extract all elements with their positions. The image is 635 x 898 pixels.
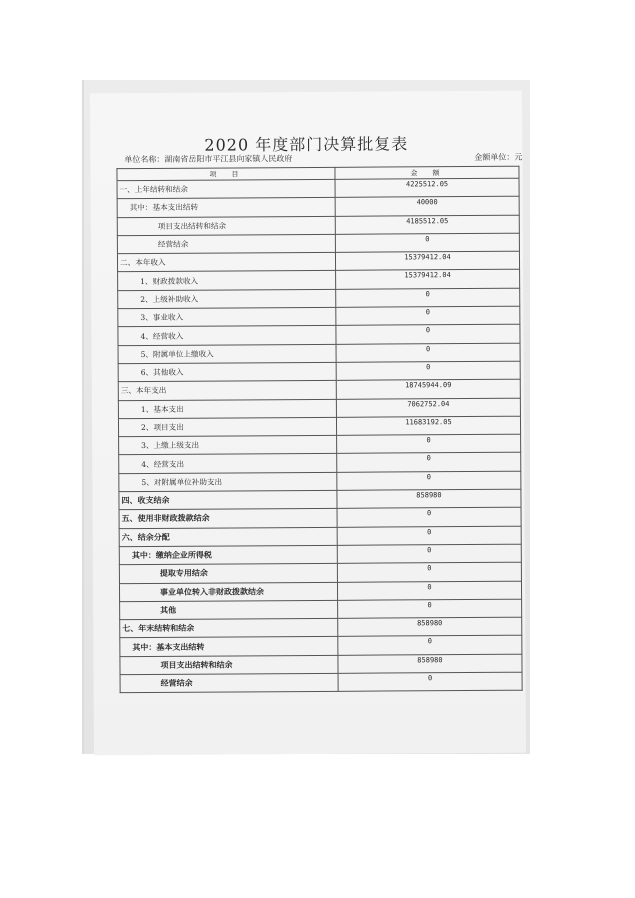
row-label: 其中：缴纳企业所得税 (119, 545, 337, 565)
row-label: 六、结余分配 (119, 527, 337, 547)
row-label: 经营结余 (120, 673, 338, 693)
table-row (117, 178, 519, 199)
row-label: 4、经营支出 (119, 454, 337, 474)
table-row (120, 636, 522, 657)
table-row (120, 654, 522, 675)
row-label: 提取专用结余 (119, 564, 337, 584)
row-amount: 858980 (337, 489, 521, 508)
row-label: 1、财政拨款收入 (118, 271, 336, 291)
table-row (119, 434, 521, 455)
table-row (120, 599, 522, 620)
row-label: 项目支出结转和结余 (120, 655, 338, 675)
table-row (118, 416, 520, 437)
row-amount: 0 (335, 233, 519, 252)
table-row (118, 270, 520, 291)
row-amount: 7062752.04 (336, 398, 520, 417)
row-label: 1、基本支出 (118, 399, 336, 419)
row-amount: 0 (336, 325, 520, 344)
table-row (119, 562, 521, 583)
table-row (119, 471, 521, 492)
row-amount: 18745944.09 (336, 379, 520, 398)
amount-unit-label: 金额单位：元 (474, 152, 523, 162)
row-amount: 0 (337, 434, 521, 453)
table-row (118, 288, 520, 309)
row-label: 5、对附属单位补助支出 (119, 472, 337, 492)
row-label: 五、使用非财政拨款结余 (119, 509, 337, 529)
row-label: 三、本年支出 (118, 381, 336, 401)
table-row (117, 197, 519, 218)
table-row (119, 581, 521, 602)
row-amount: 0 (338, 599, 522, 618)
table-row (117, 215, 519, 236)
table-row (118, 398, 520, 419)
row-amount: 0 (337, 453, 521, 472)
row-label: 5、附属单位上缴收入 (118, 344, 336, 364)
row-label: 二、本年收入 (117, 253, 335, 273)
row-amount: 0 (338, 672, 522, 691)
row-label: 4、经营收入 (118, 326, 336, 346)
table-row (120, 672, 522, 693)
row-label: 一、上年结转和结余 (117, 179, 335, 199)
row-amount: 0 (337, 581, 521, 600)
row-amount: 0 (336, 288, 520, 307)
row-amount: 0 (336, 343, 520, 362)
row-amount: 858980 (338, 654, 522, 673)
row-amount: 0 (337, 526, 521, 545)
row-label: 四、收支结余 (119, 490, 337, 510)
row-label: 项目支出结转和结余 (117, 216, 335, 236)
table-body (117, 178, 522, 693)
row-label: 七、年末结转和结余 (120, 618, 338, 638)
final-accounts-table (116, 166, 522, 694)
row-amount: 0 (337, 562, 521, 581)
table-row (117, 251, 519, 272)
row-amount: 0 (336, 361, 520, 380)
row-label: 事业单位转入非财政拨款结余 (119, 582, 337, 602)
table-row (118, 361, 520, 382)
table-row (118, 343, 520, 364)
row-label: 其中：基本支出结转 (120, 637, 338, 657)
document-title: 2020 年度部门决算批复表 (204, 134, 409, 155)
row-amount: 4225512.05 (335, 178, 519, 197)
row-amount: 0 (336, 306, 520, 325)
row-label: 经营结余 (117, 234, 335, 254)
row-amount: 0 (337, 471, 521, 490)
row-label: 其中：基本支出结转 (117, 198, 335, 218)
row-amount: 858980 (338, 617, 522, 636)
row-label: 6、其他收入 (118, 362, 336, 382)
row-amount: 0 (337, 544, 521, 563)
header-amount: 金 额 (335, 166, 519, 179)
table-row (118, 325, 520, 346)
table-row (117, 233, 519, 254)
table-row (119, 544, 521, 565)
row-label: 3、事业收入 (118, 307, 336, 327)
header-item: 项 目 (117, 167, 335, 180)
table-row (119, 453, 521, 474)
table-row (120, 617, 522, 638)
row-amount: 40000 (335, 197, 519, 216)
table-row (119, 526, 521, 547)
row-amount: 0 (338, 636, 522, 655)
table-row (118, 379, 520, 400)
row-amount: 15379412.04 (336, 270, 520, 289)
row-label: 2、上级补助收入 (118, 289, 336, 309)
row-label: 其他 (120, 600, 338, 620)
row-label: 2、项目支出 (118, 417, 336, 437)
table-row (119, 508, 521, 529)
table-row (119, 489, 521, 510)
row-label: 3、上缴上级支出 (119, 435, 337, 455)
row-amount: 11683192.05 (336, 416, 520, 435)
row-amount: 15379412.04 (335, 251, 519, 270)
unit-name-label: 单位名称：湖南省岳阳市平江县向家镇人民政府 (124, 154, 293, 165)
table-row (118, 306, 520, 327)
document-sheet (90, 91, 526, 756)
row-amount: 4185512.05 (335, 215, 519, 234)
row-amount: 0 (337, 508, 521, 527)
